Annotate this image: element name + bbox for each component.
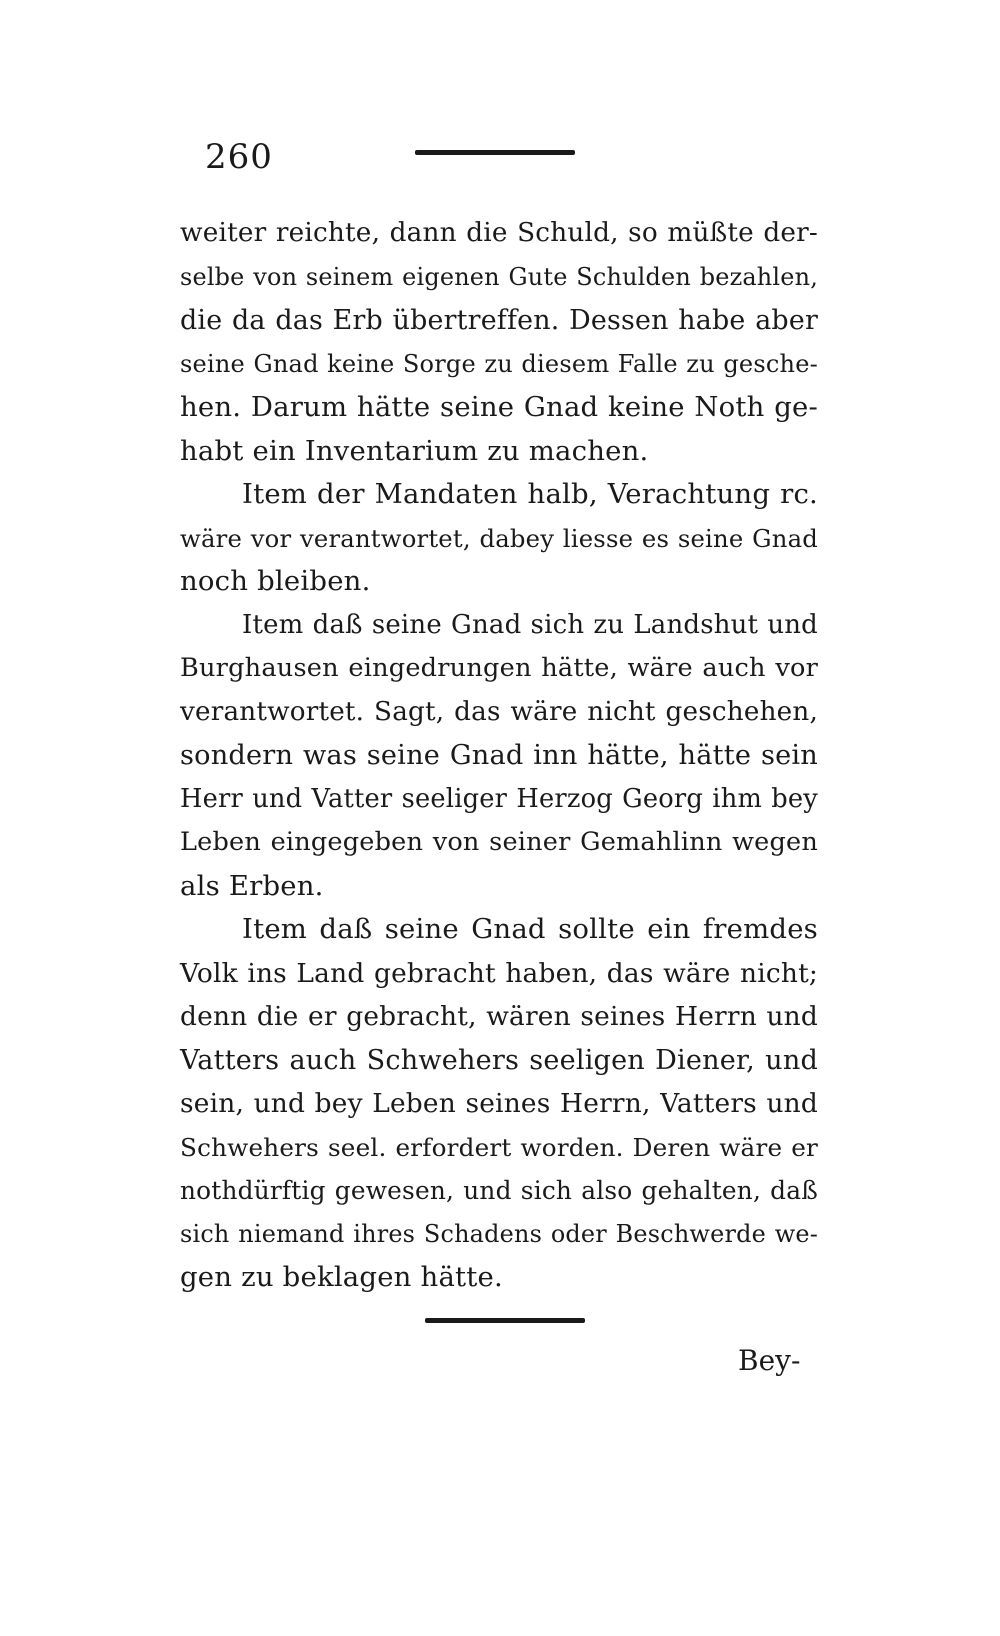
text-line: weiter reichte, dann die Schuld, so müßte der- xyxy=(180,218,818,248)
text-line: sich niemand ihres Schadens oder Beschwerde we- xyxy=(180,1219,818,1248)
text-line: Item daß seine Gnad sollte ein fremdes xyxy=(242,913,818,945)
text-line: Burghausen eingedrungen hätte, wäre auch vor xyxy=(180,653,818,683)
text-line: Item der Mandaten halb, Verachtung rc. xyxy=(242,478,818,510)
text-line: habt ein Inventarium zu machen. xyxy=(180,434,649,467)
text-line: Schwehers seel. erfordert worden. Deren wäre er xyxy=(180,1132,818,1162)
header-rule xyxy=(415,150,575,155)
text-line: selbe von seinem eigenen Gute Schulden bezahlen, xyxy=(180,262,818,291)
text-line: nothdürftig gewesen, und sich also gehalten, daß xyxy=(180,1176,818,1205)
text-line: sondern was seine Gnad inn hätte, hätte sein xyxy=(180,740,818,771)
text-line: gen zu beklagen hätte. xyxy=(180,1261,503,1293)
text-line: Leben eingegeben von seiner Gemahlinn wegen xyxy=(180,827,818,857)
body-text xyxy=(180,212,818,1300)
text-line: verantwortet. Sagt, das wäre nicht geschehen, xyxy=(180,696,818,727)
text-line: denn die er gebracht, wären seines Herrn und xyxy=(180,1001,818,1032)
text-line: die da das Erb übertreffen. Dessen habe aber xyxy=(180,305,818,336)
text-line: als Erben. xyxy=(180,869,324,902)
footer-rule xyxy=(425,1318,585,1323)
text-line: Volk ins Land gebracht haben, das wäre nicht; xyxy=(180,957,818,989)
text-line: sein, und bey Leben seines Herrn, Vatters und xyxy=(180,1088,818,1119)
page-number: 260 xyxy=(205,137,273,177)
catchword: Bey- xyxy=(738,1344,801,1377)
text-line: hen. Darum hätte seine Gnad keine Noth ge- xyxy=(180,391,818,423)
text-line: noch bleiben. xyxy=(180,565,371,597)
text-line: seine Gnad keine Sorge zu diesem Falle zu gesche- xyxy=(180,349,818,378)
text-line: Item daß seine Gnad sich zu Landshut und xyxy=(242,609,818,640)
text-line: Herr und Vatter seeliger Herzog Georg ihm bey xyxy=(180,783,818,814)
text-line: Vatters auch Schwehers seeligen Diener, und xyxy=(180,1044,818,1076)
text-line: wäre vor verantwortet, dabey liesse es seine Gnad xyxy=(180,523,818,553)
